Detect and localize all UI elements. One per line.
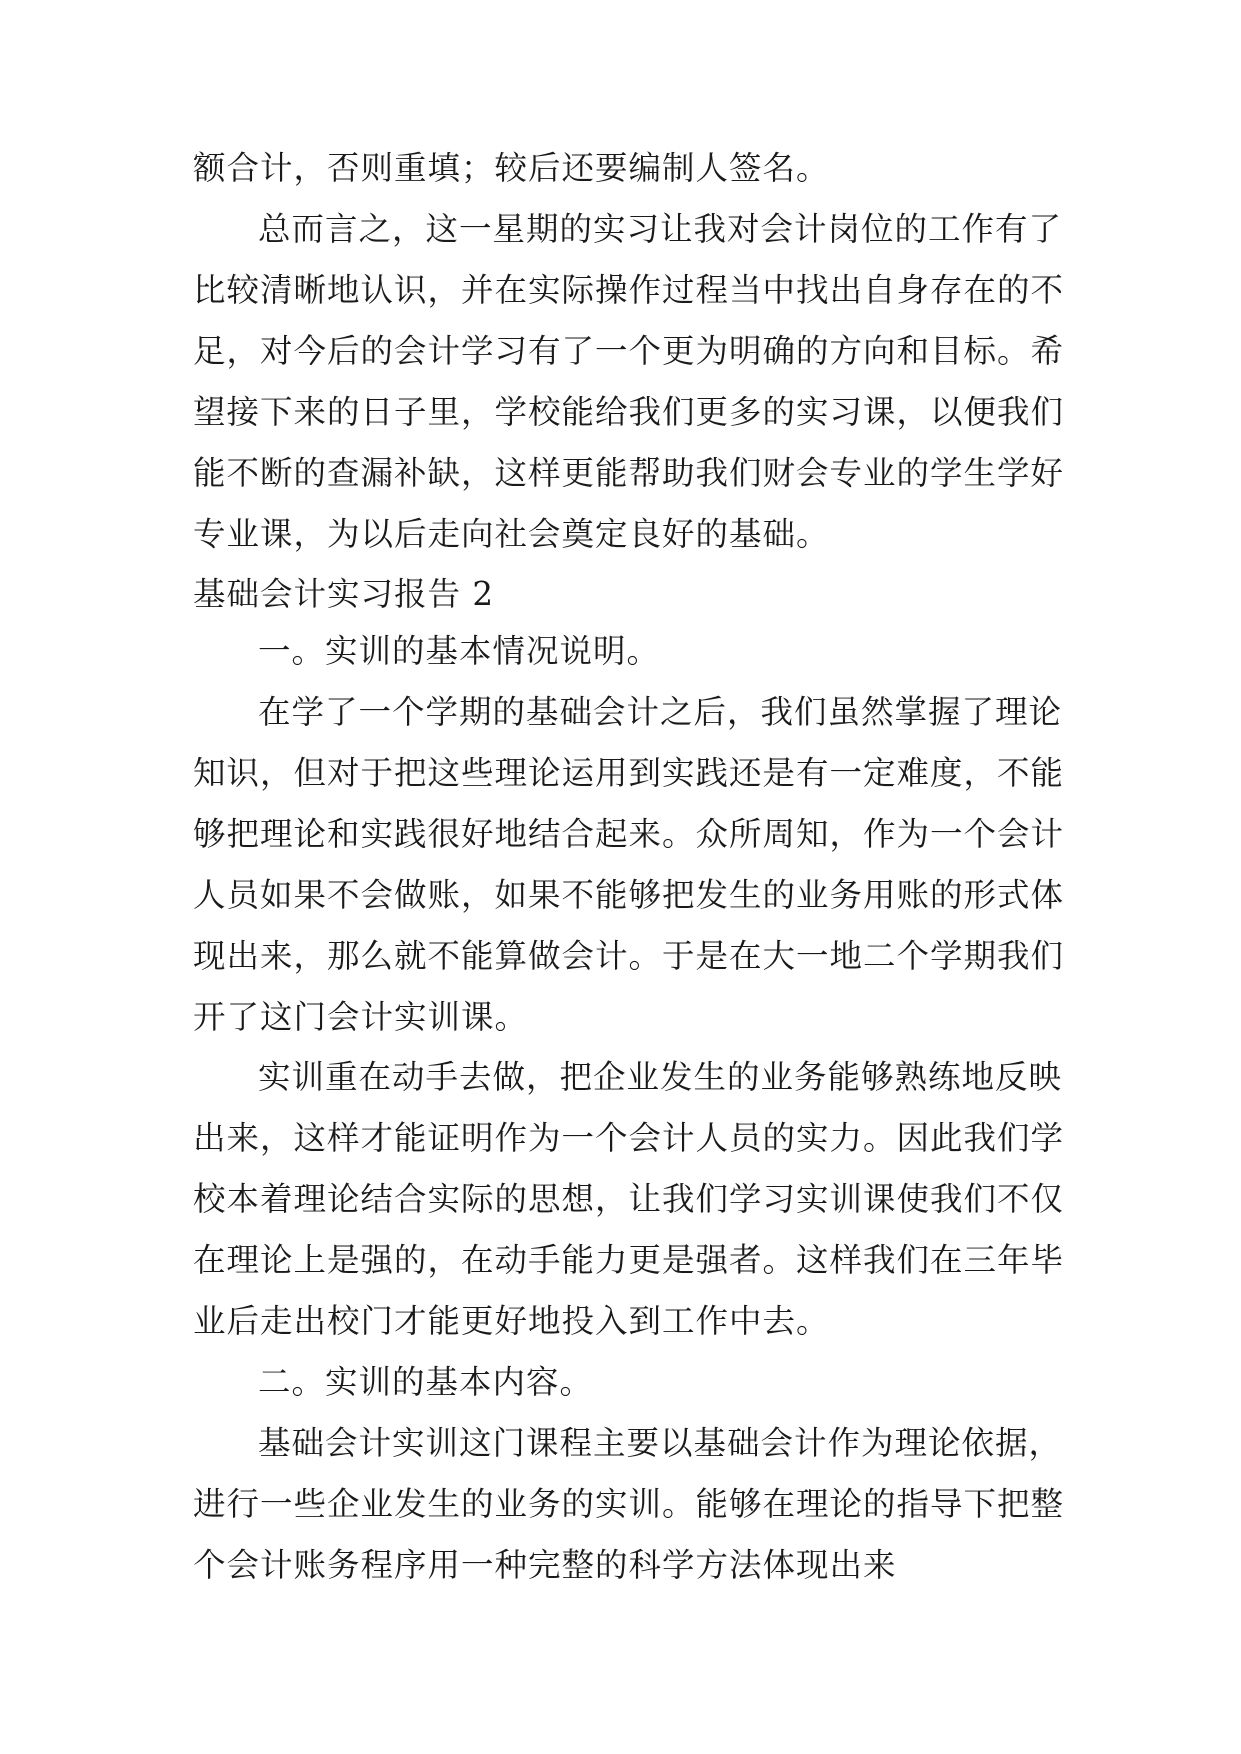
paragraph-intro-line-6: 开了这门会计实训课。 xyxy=(193,998,529,1036)
paragraph-summary-line-1: 总而言之，这一星期的实习让我对会计岗位的工作有了 xyxy=(258,210,1063,248)
paragraph-summary-line-3: 足，对今后的会计学习有了一个更为明确的方向和目标。希 xyxy=(193,332,1065,370)
paragraph-intro-line-4: 人员如果不会做账，如果不能够把发生的业务用账的形式体 xyxy=(193,876,1065,914)
paragraph-practice-line-2: 出来，这样才能证明作为一个会计人员的实力。因此我们学 xyxy=(193,1119,1065,1157)
paragraph-practice-line-1: 实训重在动手去做，把企业发生的业务能够熟练地反映 xyxy=(258,1058,1063,1096)
paragraph-intro-line-5: 现出来，那么就不能算做会计。于是在大一地二个学期我们 xyxy=(193,937,1065,975)
paragraph-intro-line-1: 在学了一个学期的基础会计之后，我们虽然掌握了理论 xyxy=(258,693,1063,731)
paragraph-summary-line-4: 望接下来的日子里，学校能给我们更多的实习课，以便我们 xyxy=(193,393,1065,431)
paragraph-content-line-3: 个会计账务程序用一种完整的科学方法体现出来 xyxy=(193,1546,897,1584)
paragraph-content-line-1: 基础会计实训这门课程主要以基础会计作为理论依据， xyxy=(258,1424,1063,1462)
paragraph-practice-line-4: 在理论上是强的，在动手能力更是强者。这样我们在三年毕 xyxy=(193,1241,1065,1279)
paragraph-summary-line-5: 能不断的查漏补缺，这样更能帮助我们财会专业的学生学好 xyxy=(193,454,1065,492)
paragraph-practice-line-3: 校本着理论结合实际的思想，让我们学习实训课使我们不仅 xyxy=(193,1180,1065,1218)
heading-two: 二。实训的基本内容。 xyxy=(258,1363,594,1401)
text-line-1: 额合计，否则重填；较后还要编制人签名。 xyxy=(193,149,830,187)
heading-one: 一。实训的基本情况说明。 xyxy=(258,632,661,670)
paragraph-practice-line-5: 业后走出校门才能更好地投入到工作中去。 xyxy=(193,1302,830,1340)
paragraph-intro-line-3: 够把理论和实践很好地结合起来。众所周知，作为一个会计 xyxy=(193,815,1065,853)
paragraph-summary-line-6: 专业课，为以后走向社会奠定良好的基础。 xyxy=(193,515,830,553)
paragraph-summary-line-2: 比较清晰地认识，并在实际操作过程当中找出自身存在的不 xyxy=(193,271,1065,309)
section-title: 基础会计实习报告 2 xyxy=(193,575,495,613)
paragraph-intro-line-2: 知识，但对于把这些理论运用到实践还是有一定难度，不能 xyxy=(193,754,1065,792)
paragraph-content-line-2: 进行一些企业发生的业务的实训。能够在理论的指导下把整 xyxy=(193,1485,1065,1523)
